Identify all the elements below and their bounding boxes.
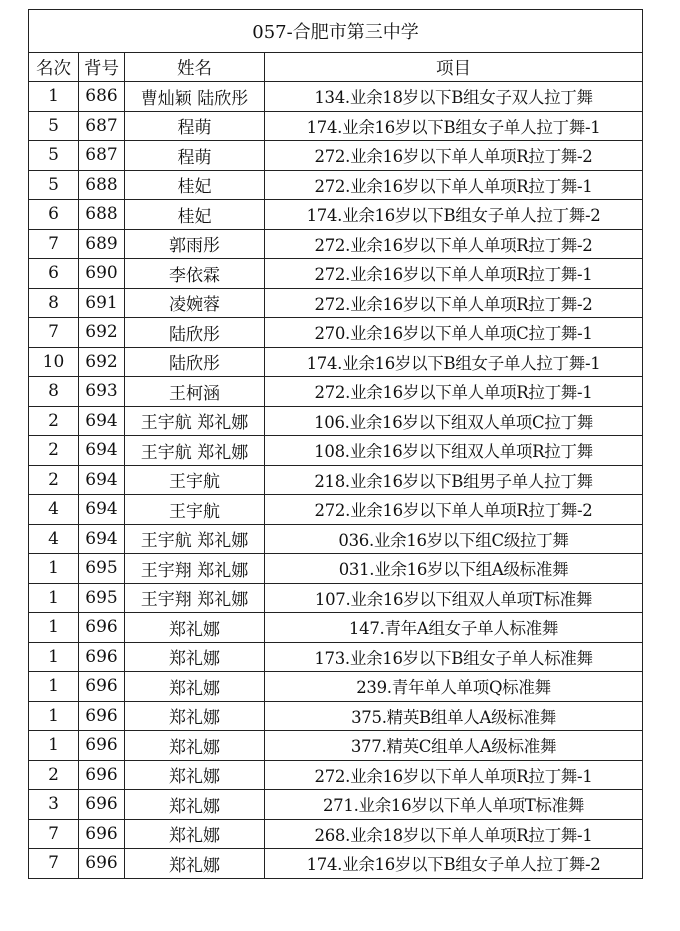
rank-cell: 1 [29,82,79,112]
table-body [29,82,643,879]
event-cell: 108.业余16岁以下组双人单项R拉丁舞 [265,436,643,466]
bib-cell: 696 [79,760,125,790]
bib-cell: 691 [79,288,125,318]
name-cell: 王柯涵 [125,377,265,407]
event-cell: 270.业余16岁以下单人单项C拉丁舞-1 [265,318,643,348]
name-cell: 郑礼娜 [125,613,265,643]
bib-cell: 695 [79,554,125,584]
bib-cell: 694 [79,524,125,554]
name-cell: 陆欣彤 [125,347,265,377]
rank-cell: 6 [29,200,79,230]
name-cell: 桂妃 [125,170,265,200]
table-row [29,554,643,584]
rank-cell: 7 [29,318,79,348]
rank-cell: 2 [29,436,79,466]
bib-cell: 692 [79,347,125,377]
table-row [29,524,643,554]
rank-cell: 8 [29,288,79,318]
bib-cell: 694 [79,406,125,436]
name-cell: 王宇航 [125,465,265,495]
event-cell: 174.业余16岁以下B组女子单人拉丁舞-2 [265,849,643,879]
event-cell: 272.业余16岁以下单人单项R拉丁舞-1 [265,170,643,200]
name-cell: 郭雨彤 [125,229,265,259]
header-name: 姓名 [125,53,265,82]
table-row [29,701,643,731]
table-row [29,642,643,672]
table-row [29,141,643,171]
event-cell: 272.业余16岁以下单人单项R拉丁舞-2 [265,288,643,318]
bib-cell: 694 [79,465,125,495]
rank-cell: 5 [29,170,79,200]
event-cell: 271.业余16岁以下单人单项T标准舞 [265,790,643,820]
event-cell: 106.业余16岁以下组双人单项C拉丁舞 [265,406,643,436]
table-row [29,613,643,643]
event-cell: 107.业余16岁以下组双人单项T标准舞 [265,583,643,613]
rank-cell: 3 [29,790,79,820]
table-row [29,583,643,613]
header-rank: 名次 [29,53,79,82]
rank-cell: 7 [29,229,79,259]
name-cell: 程萌 [125,111,265,141]
name-cell: 王宇航 [125,495,265,525]
name-cell: 郑礼娜 [125,790,265,820]
table-row [29,790,643,820]
table-row [29,406,643,436]
rank-cell: 7 [29,819,79,849]
bib-cell: 692 [79,318,125,348]
name-cell: 曹灿颖 陆欣彤 [125,82,265,112]
event-cell: 377.精英C组单人A级标准舞 [265,731,643,761]
name-cell: 郑礼娜 [125,642,265,672]
table-row [29,82,643,112]
table-row [29,111,643,141]
name-cell: 王宇航 郑礼娜 [125,406,265,436]
event-cell: 134.业余18岁以下B组女子双人拉丁舞 [265,82,643,112]
bib-cell: 696 [79,849,125,879]
event-cell: 031.业余16岁以下组A级标准舞 [265,554,643,584]
name-cell: 王宇航 郑礼娜 [125,524,265,554]
event-cell: 174.业余16岁以下B组女子单人拉丁舞-1 [265,111,643,141]
rank-cell: 7 [29,849,79,879]
name-cell: 郑礼娜 [125,849,265,879]
bib-cell: 689 [79,229,125,259]
event-cell: 268.业余18岁以下单人单项R拉丁舞-1 [265,819,643,849]
event-cell: 272.业余16岁以下单人单项R拉丁舞-2 [265,141,643,171]
header-row [29,53,643,82]
table-row [29,760,643,790]
bib-cell: 690 [79,259,125,289]
name-cell: 程萌 [125,141,265,171]
name-cell: 李依霖 [125,259,265,289]
rank-cell: 10 [29,347,79,377]
event-cell: 272.业余16岁以下单人单项R拉丁舞-1 [265,377,643,407]
table-row [29,819,643,849]
bib-cell: 693 [79,377,125,407]
results-table [28,9,643,879]
rank-cell: 4 [29,495,79,525]
bib-cell: 696 [79,790,125,820]
rank-cell: 5 [29,141,79,171]
table-row [29,318,643,348]
table-row [29,465,643,495]
table-row [29,229,643,259]
rank-cell: 5 [29,111,79,141]
event-cell: 272.业余16岁以下单人单项R拉丁舞-1 [265,760,643,790]
name-cell: 郑礼娜 [125,819,265,849]
table-row [29,731,643,761]
bib-cell: 696 [79,819,125,849]
rank-cell: 2 [29,760,79,790]
rank-cell: 2 [29,406,79,436]
bib-cell: 686 [79,82,125,112]
event-cell: 375.精英B组单人A级标准舞 [265,701,643,731]
event-cell: 173.业余16岁以下B组女子单人标准舞 [265,642,643,672]
table-row [29,436,643,466]
table-row [29,170,643,200]
rank-cell: 1 [29,613,79,643]
table-row [29,347,643,377]
name-cell: 王宇翔 郑礼娜 [125,554,265,584]
table-row [29,849,643,879]
bib-cell: 696 [79,701,125,731]
rank-cell: 1 [29,731,79,761]
event-cell: 174.业余16岁以下B组女子单人拉丁舞-2 [265,200,643,230]
event-cell: 147.青年A组女子单人标准舞 [265,613,643,643]
name-cell: 郑礼娜 [125,731,265,761]
header-bib: 背号 [79,53,125,82]
name-cell: 郑礼娜 [125,701,265,731]
name-cell: 王宇航 郑礼娜 [125,436,265,466]
table-row [29,672,643,702]
name-cell: 凌婉蓉 [125,288,265,318]
bib-cell: 694 [79,495,125,525]
bib-cell: 687 [79,141,125,171]
event-cell: 239.青年单人单项Q标准舞 [265,672,643,702]
table-row [29,495,643,525]
table-row [29,288,643,318]
rank-cell: 1 [29,583,79,613]
bib-cell: 696 [79,613,125,643]
results-sheet [28,9,642,879]
event-cell: 272.业余16岁以下单人单项R拉丁舞-2 [265,229,643,259]
bib-cell: 694 [79,436,125,466]
bib-cell: 696 [79,642,125,672]
header-event: 项目 [265,53,643,82]
rank-cell: 8 [29,377,79,407]
event-cell: 272.业余16岁以下单人单项R拉丁舞-2 [265,495,643,525]
name-cell: 桂妃 [125,200,265,230]
event-cell: 174.业余16岁以下B组女子单人拉丁舞-1 [265,347,643,377]
name-cell: 陆欣彤 [125,318,265,348]
table-row [29,377,643,407]
rank-cell: 4 [29,524,79,554]
table-row [29,259,643,289]
bib-cell: 696 [79,672,125,702]
rank-cell: 1 [29,701,79,731]
event-cell: 218.业余16岁以下B组男子单人拉丁舞 [265,465,643,495]
name-cell: 郑礼娜 [125,672,265,702]
title-row [29,10,643,53]
event-cell: 036.业余16岁以下组C级拉丁舞 [265,524,643,554]
rank-cell: 1 [29,672,79,702]
bib-cell: 695 [79,583,125,613]
bib-cell: 696 [79,731,125,761]
table-row [29,200,643,230]
rank-cell: 1 [29,642,79,672]
bib-cell: 688 [79,170,125,200]
rank-cell: 1 [29,554,79,584]
rank-cell: 6 [29,259,79,289]
event-cell: 272.业余16岁以下单人单项R拉丁舞-1 [265,259,643,289]
name-cell: 郑礼娜 [125,760,265,790]
bib-cell: 687 [79,111,125,141]
table-title: 057-合肥市第三中学 [29,10,643,53]
name-cell: 王宇翔 郑礼娜 [125,583,265,613]
rank-cell: 2 [29,465,79,495]
bib-cell: 688 [79,200,125,230]
